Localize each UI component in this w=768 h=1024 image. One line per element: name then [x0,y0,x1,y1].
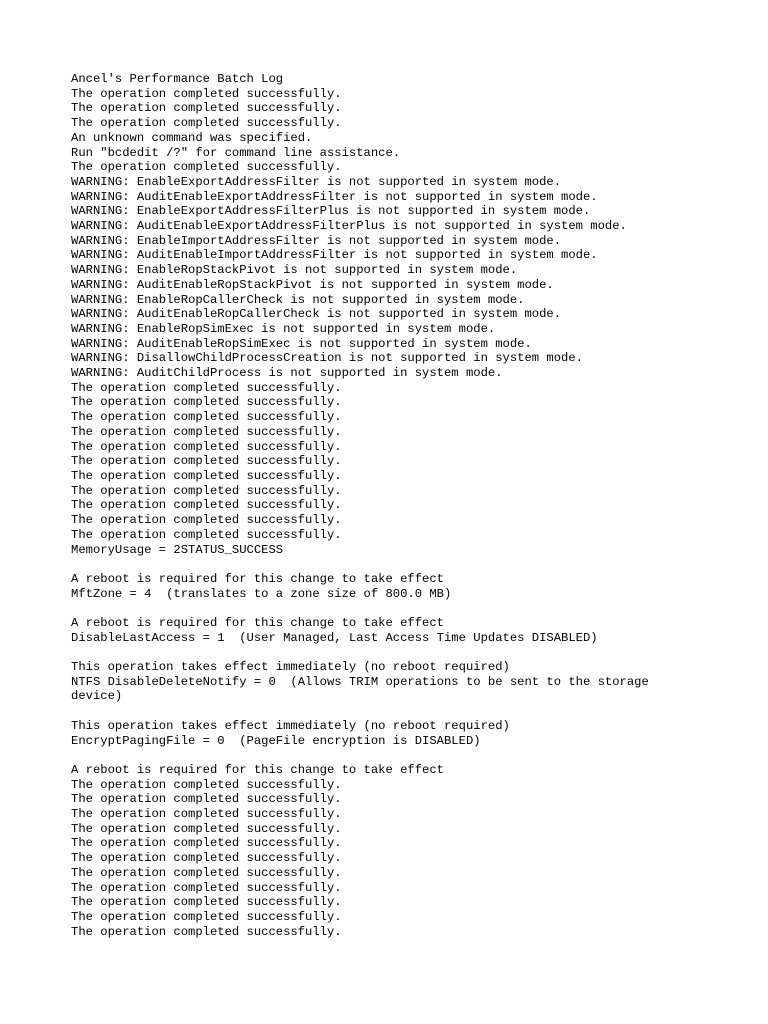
log-line: WARNING: AuditEnableRopSimExec is not supported in system mode. [71,336,532,351]
log-line: EncryptPagingFile = 0 (PageFile encryption is DISABLED) [71,733,481,748]
log-line: The operation completed successfully. [71,439,342,454]
log-line: WARNING: AuditEnableExportAddressFilter is not supported in system mode. [71,189,598,204]
document-title: Ancel's Performance Batch Log [71,72,284,86]
log-line: WARNING: AuditEnableRopStackPivot is not supported in system mode. [71,277,554,292]
log-line: The operation completed successfully. [71,777,342,792]
log-line: A reboot is required for this change to take effect [71,762,444,777]
log-line: The operation completed successfully. [71,527,342,542]
blank-line [71,645,751,660]
log-line: NTFS DisableDeleteNotify = 0 (Allows TRIM operations to be sent to the storage [71,674,649,689]
log-line: WARNING: AuditEnableRopCallerCheck is not supported in system mode. [71,307,562,322]
log-line: An unknown command was specified. [71,130,313,145]
log-line: The operation completed successfully. [71,380,342,395]
blank-line [71,748,751,763]
log-line: The operation completed successfully. [71,86,342,101]
log-line: This operation takes effect immediately (no reboot required) [71,718,510,733]
log-line: The operation completed successfully. [71,116,342,131]
log-lines [71,87,751,940]
blank-line [71,601,751,616]
log-line: WARNING: AuditChildProcess is not supported in system mode. [71,366,503,381]
blank-line [71,704,751,719]
log-line: The operation completed successfully. [71,821,342,836]
log-line: MemoryUsage = 2STATUS_SUCCESS [71,542,284,557]
log-line: The operation completed successfully. [71,924,342,939]
log-line: The operation completed successfully. [71,468,342,483]
log-line: WARNING: AuditEnableExportAddressFilterPlus is not supported in system mode. [71,219,627,234]
log-line: A reboot is required for this change to take effect [71,615,444,630]
log-line: The operation completed successfully. [71,410,342,425]
log-line: The operation completed successfully. [71,160,342,175]
log-line: The operation completed successfully. [71,807,342,822]
log-line: The operation completed successfully. [71,395,342,410]
blank-line [71,557,751,572]
log-line: The operation completed successfully. [71,895,342,910]
log-line: A reboot is required for this change to take effect [71,571,444,586]
log-line: The operation completed successfully. [71,498,342,513]
log-line: The operation completed successfully. [71,865,342,880]
log-line: This operation takes effect immediately (no reboot required) [71,660,510,675]
log-line: The operation completed successfully. [71,836,342,851]
log-line: Run "bcdedit /?" for command line assistance. [71,145,401,160]
log-line: The operation completed successfully. [71,454,342,469]
log-line: WARNING: EnableRopCallerCheck is not supported in system mode. [71,292,525,307]
log-line: WARNING: EnableExportAddressFilter is not supported in system mode. [71,174,562,189]
log-line: DisableLastAccess = 1 (User Managed, Last Access Time Updates DISABLED) [71,630,598,645]
log-document [71,72,751,939]
log-line: WARNING: EnableRopStackPivot is not supported in system mode. [71,263,518,278]
log-line: device) [71,689,123,704]
log-line: The operation completed successfully. [71,910,342,924]
log-line: The operation completed successfully. [71,483,342,498]
log-line: WARNING: EnableImportAddressFilter is not supported in system mode. [71,233,562,248]
log-line: The operation completed successfully. [71,851,342,866]
log-line: The operation completed successfully. [71,513,342,528]
log-line: The operation completed successfully. [71,792,342,807]
log-line: The operation completed successfully. [71,880,342,895]
log-line: The operation completed successfully. [71,424,342,439]
log-line: WARNING: DisallowChildProcessCreation is not supported in system mode. [71,351,583,366]
log-line: WARNING: EnableExportAddressFilterPlus is not supported in system mode. [71,204,591,219]
log-line: MftZone = 4 (translates to a zone size of 800.0 MB) [71,586,452,601]
log-line: WARNING: AuditEnableImportAddressFilter is not supported in system mode. [71,248,598,263]
log-line: WARNING: EnableRopSimExec is not supported in system mode. [71,321,496,336]
log-line: The operation completed successfully. [71,101,342,116]
